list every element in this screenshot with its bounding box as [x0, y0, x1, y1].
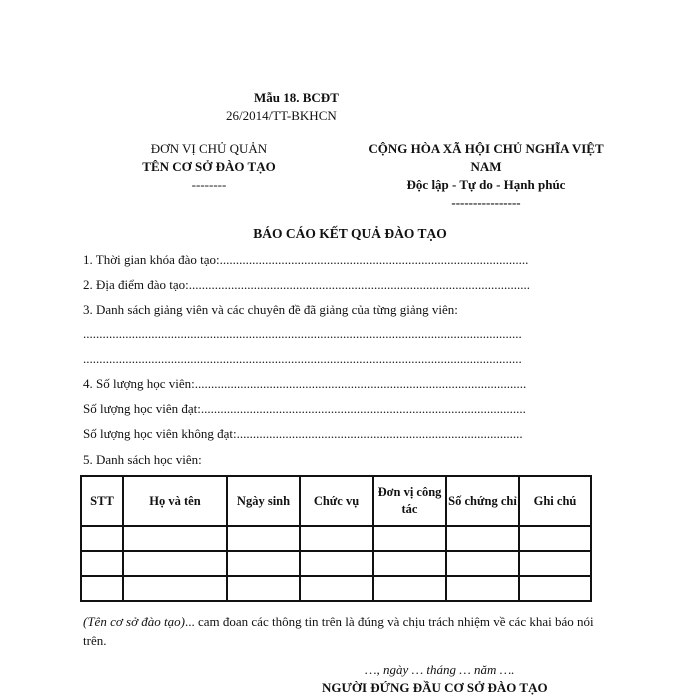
- table-row: [81, 551, 591, 576]
- table-cell: [123, 526, 227, 551]
- table-cell: [227, 576, 300, 601]
- form-number: Mẫu 18. BCĐT: [254, 90, 339, 105]
- country-name-line2: NAM: [470, 159, 502, 174]
- dotted-line: .......................................................................................................................................: [83, 326, 522, 341]
- institution-name-placeholder: (Tên cơ sở đào tạo): [83, 614, 185, 629]
- table-cell: [373, 526, 446, 551]
- training-institution-name: TÊN CƠ SỞ ĐÀO TẠO: [142, 159, 276, 174]
- table-cell: [519, 576, 591, 601]
- column-header-workplace: Đơn vị công tác: [373, 476, 446, 526]
- left-divider: --------: [191, 177, 227, 192]
- field-student-list: 5. Danh sách học viên:: [83, 452, 202, 467]
- table-cell: [227, 551, 300, 576]
- table-cell: [300, 526, 373, 551]
- column-header-full-name: Họ và tên: [123, 476, 227, 526]
- column-header-stt: STT: [81, 476, 123, 526]
- table-cell: [519, 551, 591, 576]
- organization-header: [120, 140, 298, 194]
- field-lecturer-list: 3. Danh sách giảng viên và các chuyên đề đã giảng của từng giảng viên:: [83, 302, 458, 317]
- column-header-position: Chức vụ: [300, 476, 373, 526]
- table-cell: [123, 551, 227, 576]
- commitment-statement: [83, 612, 608, 650]
- table-cell: [446, 576, 519, 601]
- table-cell: [227, 526, 300, 551]
- table-cell: [373, 576, 446, 601]
- dotted-line: .......................................................................................................................................: [83, 351, 522, 366]
- field-student-count: 4. Số lượng học viên:......................................................................................................: [83, 376, 527, 391]
- field-training-time: 1. Thời gian khóa đào tạo:...............................................................................................: [83, 252, 529, 267]
- report-title: BÁO CÁO KẾT QUẢ ĐÀO TẠO: [253, 226, 447, 241]
- table-row: [81, 576, 591, 601]
- national-header: [355, 140, 617, 212]
- table-cell: [446, 526, 519, 551]
- table-cell: [519, 526, 591, 551]
- field-failed-count: Số lượng học viên không đạt:........................................................................................: [83, 426, 523, 441]
- country-name-line1: CỘNG HÒA XÃ HỘI CHỦ NGHĨA VIỆT: [368, 141, 604, 156]
- circular-number: 26/2014/TT-BKHCN: [226, 108, 337, 123]
- student-table: [80, 475, 592, 602]
- field-passed-count: Số lượng học viên đạt:....................................................................................................: [83, 401, 526, 416]
- table-cell: [446, 551, 519, 576]
- signer-title: NGƯỜI ĐỨNG ĐẦU CƠ SỞ ĐÀO TẠO: [322, 680, 548, 695]
- parent-unit: ĐƠN VỊ CHỦ QUẢN: [150, 141, 268, 156]
- right-divider: ----------------: [451, 195, 521, 210]
- column-header-birth-date: Ngày sinh: [227, 476, 300, 526]
- table-header-row: [81, 476, 591, 526]
- column-header-notes: Ghi chú: [519, 476, 591, 526]
- column-header-certificate-number: Số chứng chỉ: [446, 476, 519, 526]
- table-cell: [81, 551, 123, 576]
- table-cell: [300, 576, 373, 601]
- table-cell: [81, 526, 123, 551]
- table-cell: [81, 576, 123, 601]
- national-motto: Độc lập - Tự do - Hạnh phúc: [406, 177, 566, 192]
- date-line: …, ngày … tháng … năm ….: [365, 662, 515, 677]
- table-cell: [373, 551, 446, 576]
- table-row: [81, 526, 591, 551]
- table-cell: [300, 551, 373, 576]
- field-training-location: 2. Địa điểm đào tạo:.........................................................................................................: [83, 277, 531, 292]
- table-cell: [123, 576, 227, 601]
- commitment-text: ... cam đoan các thông tin trên là đúng và chịu trách nhiệm về các khai báo nói trên.: [83, 614, 594, 648]
